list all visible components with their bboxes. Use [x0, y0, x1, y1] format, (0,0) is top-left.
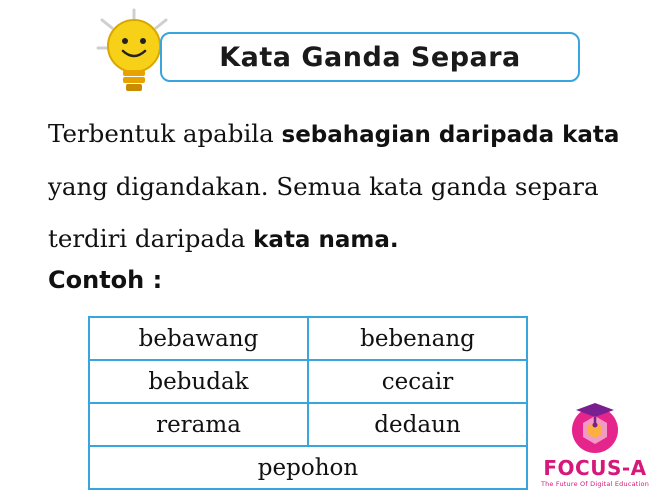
- logo-tagline: The Future Of Digital Education: [540, 480, 650, 488]
- paragraph-text: Terbentuk apabila: [48, 119, 282, 148]
- example-label: Contoh :: [48, 266, 163, 294]
- brand-logo: [537, 400, 653, 488]
- paragraph-emphasis: kata nama.: [253, 227, 399, 253]
- lesson-paragraph: [48, 108, 628, 266]
- example-table: [88, 316, 528, 490]
- paragraph-emphasis: sebahagian daripada kata: [281, 122, 620, 148]
- table-cell: bebudak: [89, 360, 308, 403]
- logo-name: FOCUS-A: [543, 456, 647, 480]
- table-row: [89, 360, 527, 403]
- title-box: [160, 32, 580, 82]
- example-table-wrapper: [88, 316, 528, 490]
- table-cell: cecair: [308, 360, 527, 403]
- table-row: [89, 317, 527, 360]
- table-cell: dedaun: [308, 403, 527, 446]
- graduation-cap-hexagon-icon: [564, 400, 626, 456]
- table-cell: rerama: [89, 403, 308, 446]
- table-cell: bebenang: [308, 317, 527, 360]
- table-row: [89, 403, 527, 446]
- table-cell: bebawang: [89, 317, 308, 360]
- page-title: Kata Ganda Separa: [219, 41, 521, 73]
- table-cell: pepohon: [89, 446, 527, 489]
- table-body: [89, 317, 527, 489]
- page-header: [0, 0, 667, 96]
- table-row: [89, 446, 527, 489]
- paragraph-text: yang digandakan. Semua kata ganda separa terdiri daripada: [48, 172, 599, 253]
